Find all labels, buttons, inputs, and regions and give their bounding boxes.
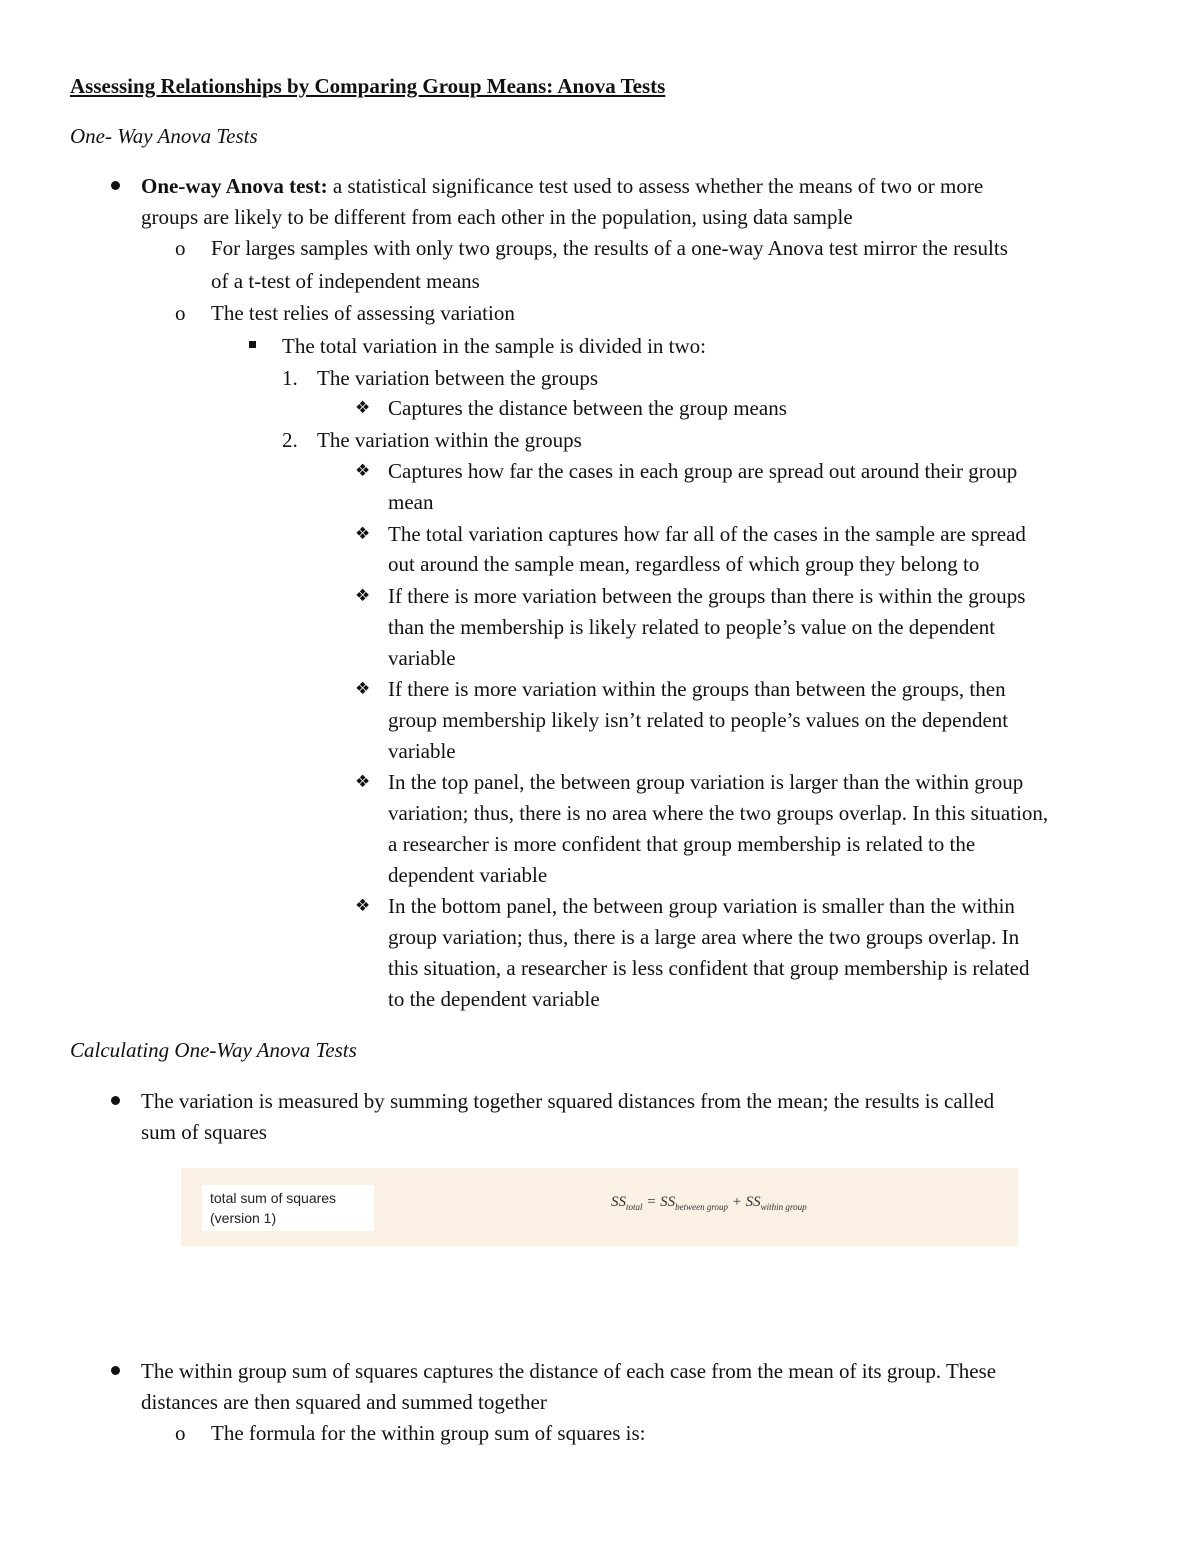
diamond-item-cont: out around the sample mean, regardless of which group they belong to xyxy=(388,552,980,576)
bullet-within-group: The within group sum of squares captures the distance of each case from the mean of its group. These xyxy=(141,1359,997,1383)
numbered-item-within: The variation within the groups xyxy=(317,428,582,452)
bullet-variation-measured-cont: sum of squares xyxy=(141,1120,267,1144)
diamond-item: In the top panel, the between group variation is larger than the within group xyxy=(388,770,1024,794)
formula-label-line2: (version 1) xyxy=(210,1210,277,1226)
diamond-marker: ❖ xyxy=(355,679,371,699)
ss-symbol: SS xyxy=(611,1194,626,1210)
formula-label xyxy=(202,1185,374,1231)
formula-label-line1: total sum of squares xyxy=(210,1190,337,1206)
formula-image-total-sum-of-squares xyxy=(181,1168,1018,1246)
diamond-item: The total variation captures how far all of the cases in the sample are spread xyxy=(388,522,1026,546)
numbered-item-between: The variation between the groups xyxy=(317,366,599,390)
plus-sign: + xyxy=(728,1194,746,1210)
diamond-marker: ❖ xyxy=(355,896,371,916)
diamond-item-cont: than the membership is likely related to people’s value on the dependent xyxy=(388,615,996,639)
diamond-item-cont: variable xyxy=(388,646,456,670)
sub-total: total xyxy=(626,1202,643,1212)
diamond-marker: ❖ xyxy=(355,586,371,606)
definition-text-continued: groups are likely to be different from each other in the population, using data sample xyxy=(141,205,853,229)
bullet-marker xyxy=(111,1366,120,1375)
bullet-one-way-definition xyxy=(141,172,983,200)
diamond-item-cont: dependent variable xyxy=(388,863,548,887)
ss-symbol: SS xyxy=(745,1194,761,1210)
diamond-item-cont: variable xyxy=(388,739,456,763)
number-marker: 1. xyxy=(282,366,298,390)
bullet-within-group-cont: distances are then squared and summed together xyxy=(141,1390,547,1414)
definition-text: a statistical significance test used to assess whether the means of two or more xyxy=(327,174,984,198)
section-heading-calculating: Calculating One-Way Anova Tests xyxy=(70,1038,357,1062)
diamond-item: If there is more variation between the groups than there is within the groups xyxy=(388,584,1026,608)
bullet-variation-measured: The variation is measured by summing together squared distances from the mean; the results is called xyxy=(141,1089,995,1113)
section-heading-one-way: One- Way Anova Tests xyxy=(70,124,258,148)
diamond-marker: ❖ xyxy=(355,398,371,418)
circle-marker: o xyxy=(175,236,186,260)
term-bold: One-way Anova test: xyxy=(141,174,328,198)
ss-symbol: SS xyxy=(660,1194,676,1210)
diamond-item: Captures how far the cases in each group are spread out around their group xyxy=(388,459,1018,483)
diamond-item-cont: variation; thus, there is no area where the two groups overlap. In this situation, xyxy=(388,801,1049,825)
diamond-item: In the bottom panel, the between group variation is smaller than the within xyxy=(388,894,1015,918)
bullet-marker xyxy=(111,181,120,190)
sub-item-within-formula: The formula for the within group sum of squares is: xyxy=(211,1421,646,1445)
diamond-item: If there is more variation within the groups than between the groups, then xyxy=(388,677,1006,701)
diamond-item-cont: mean xyxy=(388,490,434,514)
circle-marker: o xyxy=(175,301,186,325)
diamond-marker: ❖ xyxy=(355,524,371,544)
diamond-item-cont: to the dependent variable xyxy=(388,987,600,1011)
diamond-item-cont: group variation; thus, there is a large area where the two groups overlap. In xyxy=(388,925,1020,949)
sub-item-large-samples-cont: of a t-test of independent means xyxy=(211,269,480,293)
formula-equation xyxy=(611,1194,807,1212)
diamond-item-cont: a researcher is more confident that group membership is related to the xyxy=(388,832,976,856)
sub-between: between group xyxy=(675,1202,729,1212)
sub-within: within group xyxy=(760,1202,807,1212)
square-item-total-variation: The total variation in the sample is divided in two: xyxy=(282,334,706,358)
document-title: Assessing Relationships by Comparing Group Means: Anova Tests xyxy=(70,74,666,98)
bullet-marker xyxy=(111,1096,120,1105)
number-marker: 2. xyxy=(282,428,298,452)
square-marker xyxy=(249,341,256,348)
diamond-item: Captures the distance between the group means xyxy=(388,396,787,420)
equals-sign: = xyxy=(642,1194,661,1210)
diamond-item-cont: group membership likely isn’t related to people’s values on the dependent xyxy=(388,708,1009,732)
sub-item-variation: The test relies of assessing variation xyxy=(211,301,515,325)
diamond-marker: ❖ xyxy=(355,772,371,792)
circle-marker: o xyxy=(175,1421,186,1445)
diamond-marker: ❖ xyxy=(355,461,371,481)
sub-item-large-samples: For larges samples with only two groups, the results of a one-way Anova test mirror the results xyxy=(211,236,1008,260)
diamond-item-cont: this situation, a researcher is less confident that group membership is related xyxy=(388,956,1030,980)
